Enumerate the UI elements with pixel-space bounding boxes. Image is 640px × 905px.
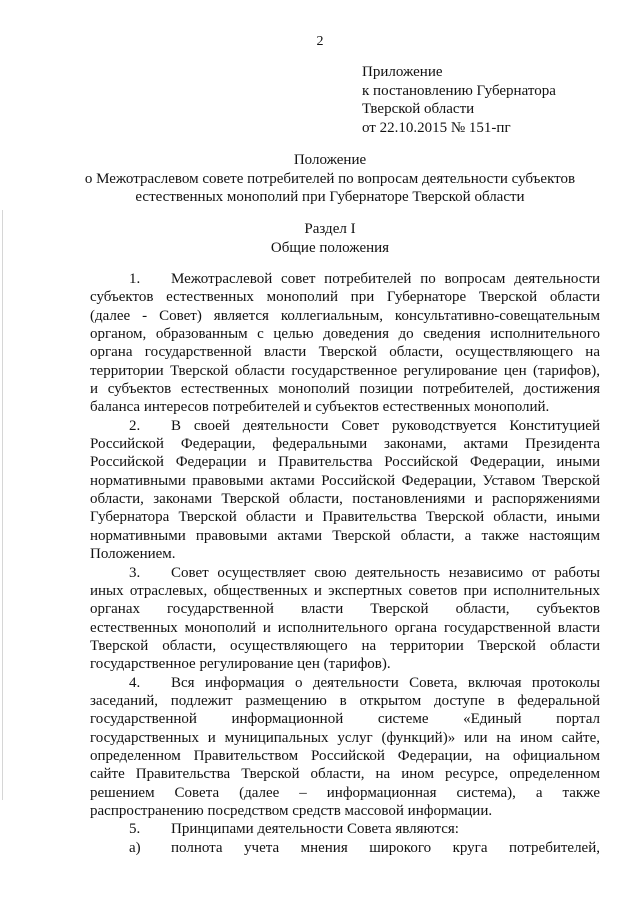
title-heading: Положение (293, 152, 367, 168)
paragraph-line: органах государственной власти Тверской области, субъектов (90, 601, 600, 618)
paragraph-line: государственных и муниципальных услуг (функций)» или на ином сайте, (90, 729, 600, 746)
paragraph-line: органом, образованным с целью доведения до сведения исполнительного (90, 326, 600, 343)
paragraph-line: и субъектов естественных монополий позиции потребителей, достижения (90, 381, 600, 398)
paragraph-text: Межотраслевой совет потребителей по вопросам деятельности (171, 271, 600, 287)
section-number: Раздел I (304, 221, 356, 237)
paragraph-text: полнота учета мнения широкого круга потребителей, (171, 839, 600, 856)
paragraph-number: 3. (129, 564, 141, 581)
paragraph-line: Губернатора Тверской области и Правительства Тверской области, иными (90, 509, 600, 526)
appendix-line: к постановлению Губернатора (362, 82, 556, 99)
appendix-date-line: от 22.10.2015 № 151-пг (362, 119, 511, 136)
paragraph-text: Совет осуществляет свою деятельность независимо от работы (171, 564, 600, 581)
paragraph-line: Тверской области, осуществляющего на территории Тверской области (90, 637, 600, 654)
paragraph-line: Российской Федерации, федеральными законами, актами Президента (90, 436, 600, 453)
page-number: 2 (316, 34, 324, 49)
paragraph-line: Российской Федерации и Правительства Российской Федерации, иными (90, 454, 600, 471)
appendix-line: Тверской области (362, 101, 475, 117)
appendix-header (362, 63, 556, 137)
paragraph-text: В своей деятельности Совет руководствуется Конституцией (171, 417, 600, 434)
paragraph-line: нормативными правовыми актами Тверской области, а также настоящим (90, 527, 600, 544)
title-line: естественных монополий при Губернаторе Тверской области (135, 189, 525, 205)
paragraph-line: (далее - Совет) является коллегиальным, консультативно-совещательным (90, 307, 600, 324)
paragraph-line: территории Тверской области государственное регулирование цен (тарифов), (90, 362, 600, 379)
paragraph-first-line (90, 417, 600, 435)
paragraph-line: баланса интересов потребителей и субъектов естественных монополий. (90, 399, 550, 416)
paragraph-first-line (90, 820, 600, 838)
paragraph-line: субъектов естественных монополий при Губернаторе Тверской области (90, 289, 600, 306)
paragraph-line: решением Совета (далее – информационная система), а также (90, 784, 600, 801)
paragraph-number: 5. (129, 821, 141, 838)
scan-edge-line (2, 210, 3, 800)
paragraph-line: государственное регулирование цен (тарифов). (90, 656, 391, 673)
appendix-line: Приложение (362, 64, 443, 80)
paragraph-text: Вся информация о деятельности Совета, включая протоколы (171, 674, 600, 691)
paragraph-first-line (90, 564, 600, 582)
paragraph-line: области, законами Тверской области, постановлениями и распоряжениями (90, 491, 600, 508)
paragraph-line: органа государственной власти Тверской области, осуществляющего на (90, 344, 600, 361)
paragraph-line: государственной информационной системе «Единый портал (90, 711, 600, 728)
paragraph-line: естественных монополий и исполнительного органа государственной власти (90, 619, 600, 636)
paragraph-line: определенном Правительством Российской Федерации, на официальном (90, 747, 600, 764)
paragraph-number: 4. (129, 674, 141, 691)
paragraph-first-line (90, 270, 600, 288)
document-title (60, 151, 600, 207)
paragraph-line: нормативными правовыми актами Российской Федерации, Уставом Тверской (90, 472, 600, 489)
paragraph-line: распространению посредством средств массовой информации. (90, 802, 493, 819)
paragraph-line: заседаний, подлежит размещению в открытом доступе в федеральной (90, 692, 600, 709)
paragraph-number: 2. (129, 417, 141, 434)
paragraph-line: Положением. (90, 546, 176, 563)
section-heading (60, 220, 600, 258)
paragraph-text: Принципами деятельности Совета являются: (171, 821, 459, 838)
paragraph-first-line (90, 839, 600, 857)
section-name: Общие положения (270, 240, 390, 256)
document-body (90, 270, 600, 857)
paragraph-first-line (90, 674, 600, 692)
title-line: о Межотраслевом совете потребителей по вопросам деятельности субъектов (84, 170, 576, 187)
paragraph-line: иных отраслевых, общественных и экспертных советов при исполнительных (90, 582, 600, 599)
paragraph-line: сайте Правительства Тверской области, на ином ресурсе, определенном (90, 766, 600, 783)
paragraph-number: а) (129, 839, 141, 856)
paragraph-number: 1. (129, 271, 141, 287)
